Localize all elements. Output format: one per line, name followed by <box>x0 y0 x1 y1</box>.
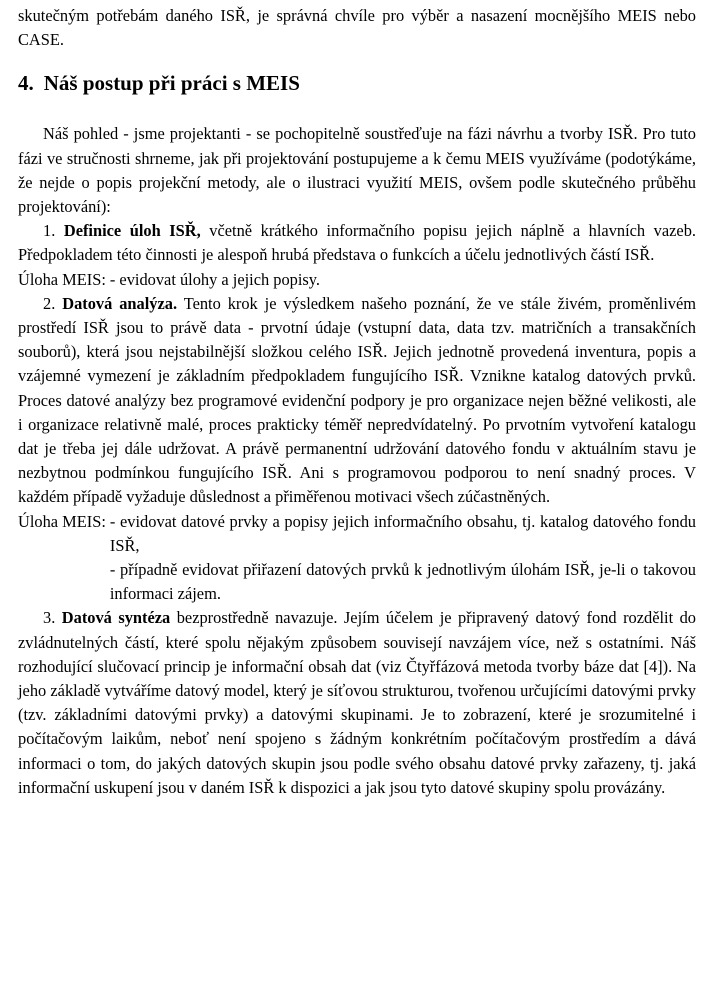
step-heading-3: Datová syntéza <box>61 608 171 628</box>
meis-task-2 <box>18 510 696 607</box>
meis-task-items-2 <box>106 510 696 607</box>
step-paragraph-3 <box>18 606 696 800</box>
step-heading-2: Datová analýza. <box>62 293 178 313</box>
step-paragraph-1 <box>18 219 696 267</box>
step-text-1: včetně krátkého informačního popisu jejich náplně a hlavních vazeb. Předpokladem této činnosti je alespoň hrubá představa o funkcích a účelu jednotlivých částí ISŘ. <box>18 221 696 265</box>
meis-task-label-2: Úloha MEIS: <box>18 511 106 531</box>
step-number-2: 2. <box>43 293 56 313</box>
meis-task-item-1-1: - evidovat úlohy a jejich popisy. <box>109 269 321 289</box>
meis-task-item-2-1: - evidovat datové prvky a popisy jejich informačního obsahu, tj. katalog datového fondu ISŘ, <box>109 511 696 555</box>
meis-task-item-2-2: - případně evidovat přiřazení datových prvků k jednotlivým úlohám ISŘ, je-li o takovou informaci zájem. <box>109 560 696 604</box>
intro-paragraph: skutečným potřebám daného ISŘ, je správná chvíle pro výběr a nasazení mocnějšího MEIS nebo CASE. <box>18 6 696 50</box>
meis-task-label-1: Úloha MEIS: <box>18 269 106 289</box>
step-number-3: 3. <box>43 608 56 628</box>
section-heading <box>18 70 696 96</box>
document-page <box>18 4 696 800</box>
meis-task-1 <box>18 268 696 292</box>
step-heading-1: Definice úloh ISŘ, <box>63 221 201 241</box>
step-number-1: 1. <box>43 221 56 241</box>
section-intro-paragraph: Náš pohled - jsme projektanti - se pochopitelně soustřeďuje na fázi návrhu a tvorby ISŘ. Pro tuto fázi ve stručnosti shrneme, jak při projektování postupujeme a k čemu MEIS využíváme (podotýkáme, že nejde o popis projekční metody, ale o ilustraci využití MEIS, ovšem podle skutečného průběhu projektování): <box>18 124 696 217</box>
section-number: 4. <box>18 71 34 96</box>
step-text-2: Tento krok je výsledkem našeho poznání, že ve stále živém, proměnlivém prostředí ISŘ jsou to právě data - prvotní údaje (vstupní data, data tzv. matričních a transakčních souborů), která jsou nejstabilnější složkou celého ISŘ. Jejich jednotně provedená inventura, popis a vzájemné vymezení je základním předpokladem fungujícího ISŘ. Vznikne katalog datových prvků. Proces datové analýzy bez programové evidenční podpory je pro organizace nejen běžné velikosti, ale i organizace relativně malé, proces prakticky téměř nepredvídatelný. Po prvotním vytvoření katalogu dat je třeba jej dále udržovat. A právě permanentní udržování datového fondu v aktuálním stavu je nezbytnou podmínkou fungujícího ISŘ. Ani s programovou podporou to není snadný proces. V každém případě vyžaduje důslednost a přiměřenou motivaci všech zúčastněných. <box>18 293 697 507</box>
section-title: Náš postup při práci s MEIS <box>43 71 300 96</box>
step-paragraph-2 <box>18 292 696 510</box>
step-text-3: bezprostředně navazuje. Jejím účelem je připravený datový fond rozdělit do zvládnutelných částí, které spolu nějakým způsobem souvisejí navzájem více, než s ostatními. Náš rozhodující slučovací princip je informační obsah dat (viz Čtyřfázová metoda tvorby báze dat [4]). Na jeho základě vytváříme datový model, který je síťovou strukturou, tvořenou určujícími datovými prvky (tzv. základními datovými prvky) a datovými skupinami. Je to zobrazení, které je srozumitelné i počítačovým laikům, neboť není spojeno s žádným konkrétním počítačovým prostředím a dává informaci o tom, do jakých datových skupin jsou podle svého obsahu datové prvky zařazeny, tj. jaká informační uskupení jsou v daném ISŘ k dispozici a jak jsou tyto datové skupiny spolu provázány. <box>18 608 696 797</box>
